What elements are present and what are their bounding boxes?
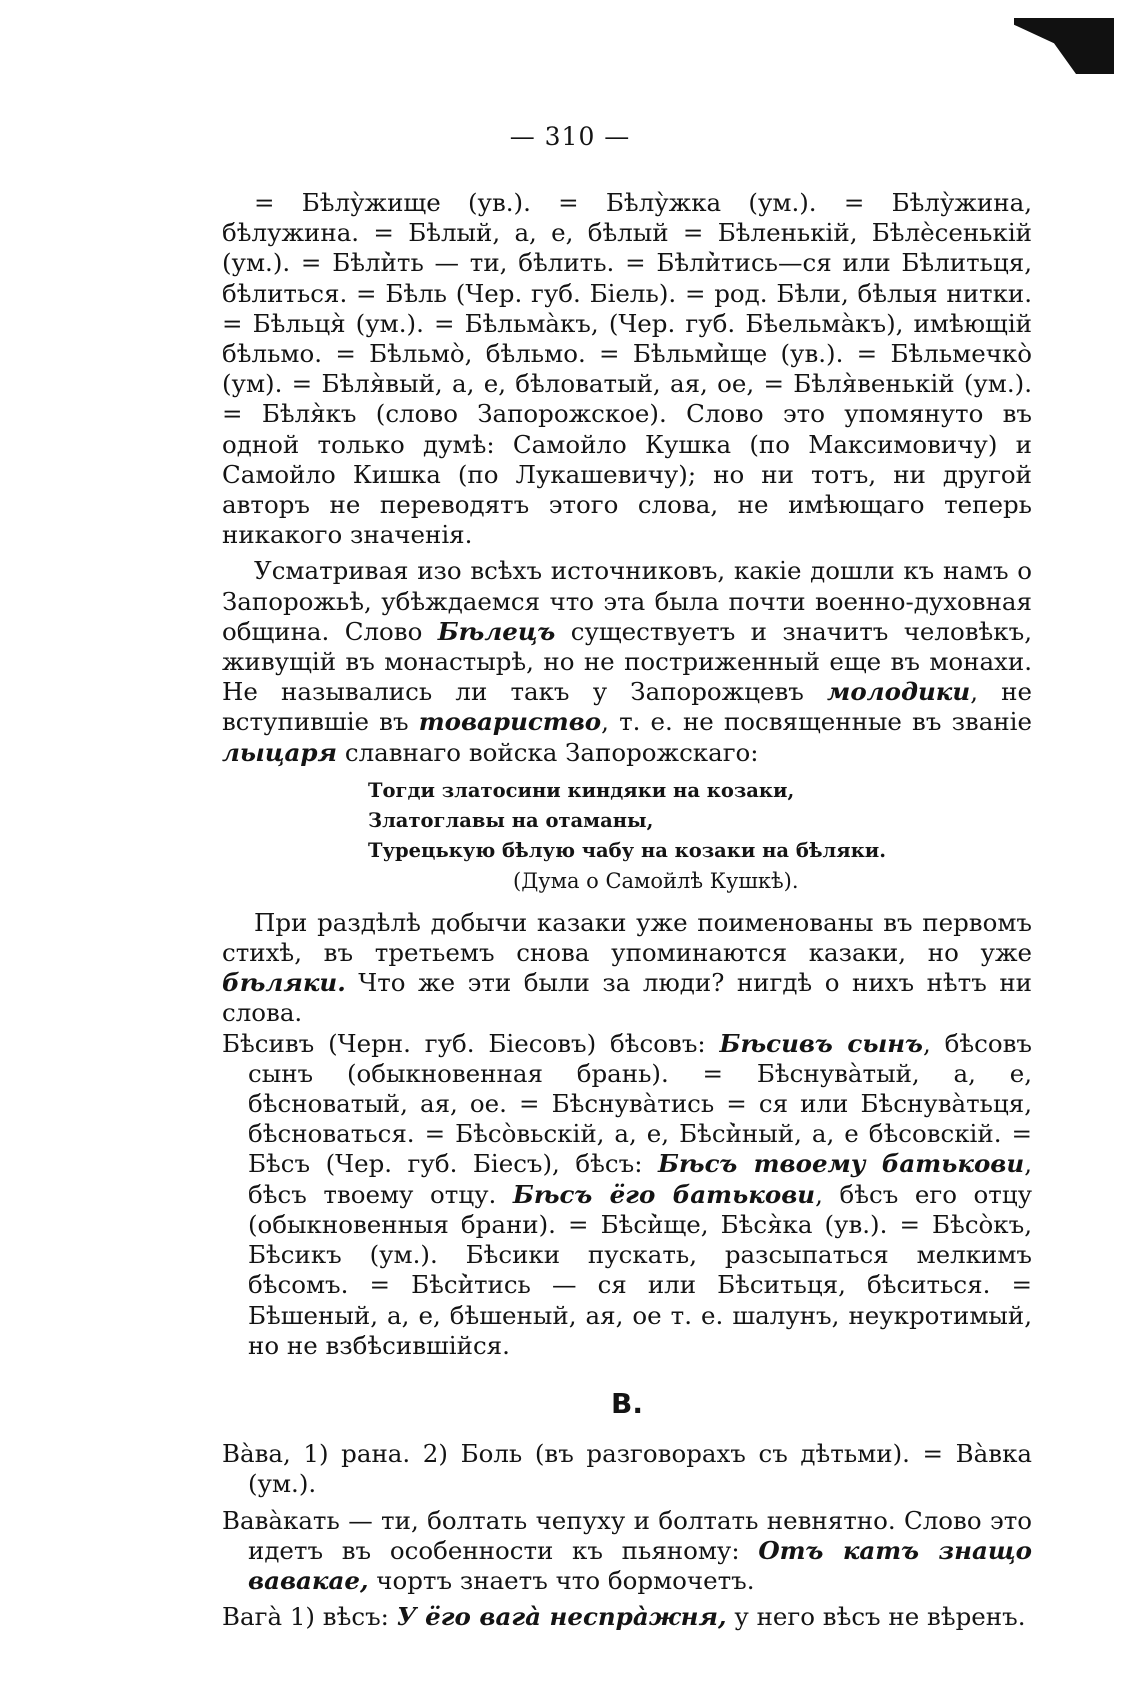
text-run: При раздѣлѣ добычи казаки уже поименованы въ первомъ стихѣ, въ третьемъ снова упоминаются казаки, но уже <box>222 907 1032 968</box>
italic-run: товариство <box>418 707 602 737</box>
text-run: славнаго войска Запорожскаго: <box>337 737 759 767</box>
italic-run: молодики <box>827 677 971 707</box>
dictionary-entry <box>222 1439 1032 1499</box>
poem-line: Турецькую бѣлую чабу на козаки на бѣляки. <box>368 838 887 862</box>
poem-source: (Дума о Самойлѣ Кушкѣ). <box>513 868 799 893</box>
page-body <box>222 188 1032 1632</box>
text-run: у него вѣсъ не вѣренъ. <box>726 1602 1026 1632</box>
italic-run: Бѣсивъ сынъ <box>719 1028 923 1058</box>
italic-run: Отъ катъ знащо вавакае, <box>248 1535 1032 1595</box>
text-run: чортъ знаетъ что бормочетъ. <box>368 1565 755 1595</box>
italic-run: Бѣлецъ <box>437 616 556 646</box>
paragraph <box>222 908 1032 1029</box>
text-run: Бѣсивъ (Черн. губ. Біесовъ) бѣсовъ: <box>222 1028 720 1058</box>
italic-run: Бѣсъ твоему батькови <box>657 1149 1025 1179</box>
text-run: , т. е. не посвященные въ званіе <box>601 707 1032 737</box>
poem-line: Тогди златосини киндяки на козаки, <box>368 778 795 802</box>
scan-corner-mark <box>1014 18 1114 74</box>
dictionary-entry <box>222 1506 1032 1597</box>
text-run: Вава̀кать — ти, болтать чепуху и болтать невнятно. Слово это идетъ въ особенности къ пьяному: <box>222 1505 1032 1565</box>
paragraph <box>222 188 1032 550</box>
text-run: Усматривая изо всѣхъ источниковъ, какіе дошли къ намъ о Запорожьѣ, убѣждаемся что эта была почти военно-духовная община. Слово <box>222 556 1032 646</box>
section-heading: В. <box>611 1386 643 1420</box>
italic-run: У ёго вага̀ неспра̀жня, <box>396 1602 727 1632</box>
page-number: — 310 — <box>509 122 631 151</box>
italic-run: Бѣсъ ёго батькови <box>512 1179 816 1209</box>
poem-quote <box>368 776 1032 896</box>
text-run: Ва̀ва, 1) рана. 2) Боль (въ разговорахъ съ дѣтьми). = Ва̀вка (ум.). <box>222 1439 1032 1499</box>
dictionary-entry <box>222 1029 1032 1361</box>
text-run: Что же эти были за люди? нигдѣ о нихъ нѣтъ ни слова. <box>222 968 1032 1028</box>
text-run: = Бѣлу̀жище (ув.). = Бѣлу̀жка (ум.). = Бѣлу̀жина, бѣлужина. = Бѣлый, а, е, бѣлый = Бѣленькій, Бѣлѐсенькій (ум.). = Бѣли̇̀ть — ти, бѣлить. = Бѣли̇̀тись—ся или Бѣлитьця, бѣлиться. = Бѣль (Чер. губ. Біель). = род. Бѣли, бѣлыя нитки. = Бѣльця̀ (ум.). = Бѣльма̀къ, (Чер. губ. Бѣельма̀къ), имѣющій бѣльмо. = Бѣльмо̀, бѣльмо. = Бѣльми̇̀ще (ув.). = Бѣльмечко̀ (ум). = Бѣля̀вый, а, е, бѣловатый, ая, ое, = Бѣля̀венькій (ум.). = Бѣля̀къ (слово Запорожское). Слово это упомянуто въ одной только думѣ: Самойло Кушка (по Максимовичу) и Самойло Кишка (по Лукашевичу); но ни тотъ, ни другой авторъ не переводятъ этого слова, не имѣющаго теперь никакого значенія. <box>222 188 1032 550</box>
poem-line: Златоглавы на отаманы, <box>368 808 654 832</box>
text-run: , бѣсъ его отцу (обыкновенныя брани). = Бѣси̇̀ще, Бѣся̀ка (ув.). = Бѣсо̀къ, Бѣсикъ (ум.). Бѣсики пускать, разсыпаться мелкимъ бѣсомъ. = Бѣси̇̀тись — ся или Бѣситьця, бѣситься. = Бѣшеный, а, е, бѣшеный, ая, ое т. е. шалунъ, неукротимый, но не взбѣсившійся. <box>248 1179 1033 1360</box>
text-run: Вага̀ 1) вѣсъ: <box>222 1602 397 1632</box>
text-run: , не вступившіе въ <box>222 677 1033 737</box>
italic-run: бѣляки. <box>222 968 346 998</box>
text-run: , бѣсъ твоему отцу. <box>248 1149 1032 1209</box>
italic-run: лыцаря <box>222 737 338 767</box>
text-run: , бѣсовъ сынъ (обыкновенная брань). = Бѣснува̀тый, а, е, бѣсноватый, ая, ое. = Бѣснува̀тись = ся или Бѣснува̀тьця, бѣсноваться. = Бѣсо̀вьскій, а, е, Бѣси̇̀ный, а, е бѣсовскій. = Бѣсъ (Чер. губ. Біесъ), бѣсъ: <box>248 1028 1033 1179</box>
dictionary-entry <box>222 1602 1032 1632</box>
paragraph <box>222 556 1032 767</box>
text-run: существуетъ и значитъ человѣкъ, живущій въ монастырѣ, но не постриженный еще въ монахи. Не назывались ли такъ у Запорожцевъ <box>222 616 1032 707</box>
